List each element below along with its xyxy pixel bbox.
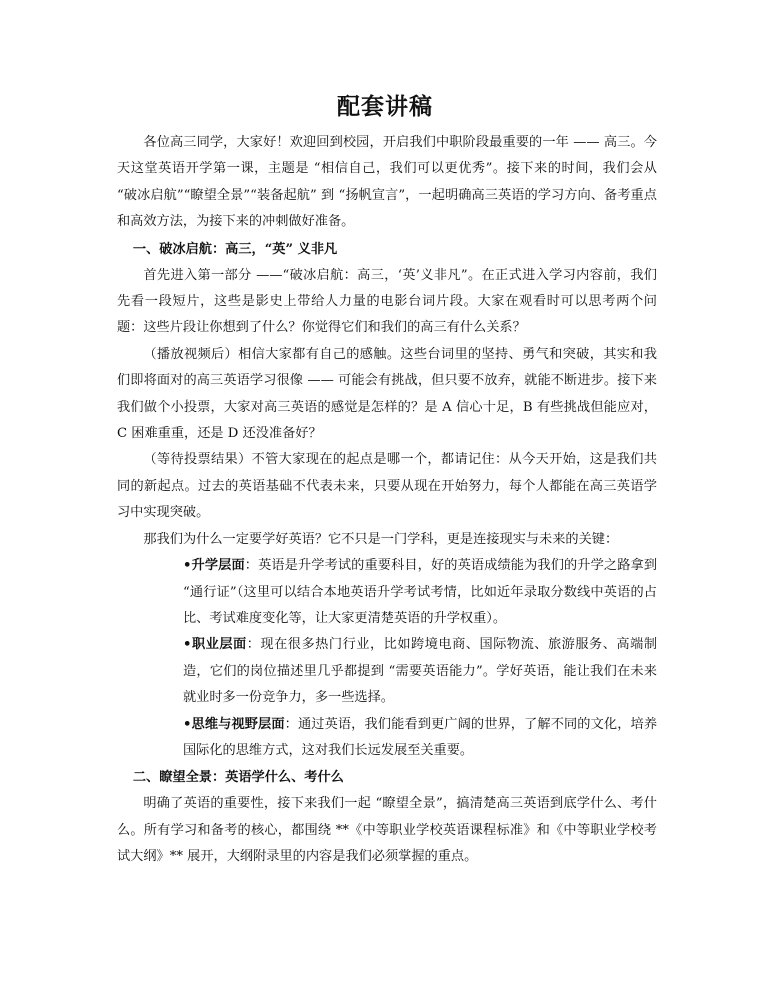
section-1-paragraph-1: 首先进入第一部分 ——“破冰启航：高三，‘英’义非凡”。在正式进入学习内容前，我们先看一段短片，这些是影史上带给人力量的电影台词片段。大家在观看时可以思考两个问题：这些片段让你想到了什么？你觉得它们和我们的高三有什么关系？ — [117, 267, 657, 336]
intro-paragraph: 各位高三同学，大家好！欢迎回到校园，开启我们中职阶段最重要的一年 —— 高三。今天这堂英语开学第一课，主题是 “相信自己，我们可以更优秀”。接下来的时间，我们会从 “破冰启航”“瞭望全景”“装备起航” 到 “扬帆宣言”，一起明确高三英语的学习方向、备考重点和高效方法，为接下来的冲刺做好准备。 — [117, 135, 657, 230]
bullet-dot-icon: • — [183, 716, 192, 732]
bullet-item-academic — [117, 553, 657, 632]
bullet-text: ：现在很多热门行业，比如跨境电商、国际物流、旅游服务、高端制造，它们的岗位描述里几乎都提到 “需要英语能力”。学好英语，能让我们在未来就业时多一份竞争力，多一些选择。 — [183, 637, 658, 706]
bullet-text: ：英语是升学考试的重要科目，好的英语成绩能为我们的升学之路拿到 “通行证”（这里可以结合本地英语升学考试考情，比如近年录取分数线中英语的占比、考试难度变化等，让大家更清楚英语的升学权重）。 — [183, 558, 658, 626]
section-2-paragraph-1: 明确了英语的重要性，接下来我们一起 “瞭望全景”，搞清楚高三英语到底学什么、考什么。所有学习和备考的核心，都围绕 **《中等职业学校英语课程标准》和《中等职业学校考试大纲》** 展开，大纲附录里的内容是我们必须掌握的重点。 — [117, 796, 657, 865]
document-body — [117, 130, 657, 871]
section-1-paragraph-4: 那我们为什么一定要学好英语？它不只是一门学科，更是连接现实与未来的关键： — [143, 531, 619, 547]
bullet-label: 职业层面 — [191, 637, 247, 653]
bullet-label: 升学层面 — [191, 558, 245, 574]
bullet-item-vision — [117, 712, 657, 765]
bullet-text: ：通过英语，我们能看到更广阔的世界，了解不同的文化，培养国际化的思维方式，这对我们长远发展至关重要。 — [183, 716, 658, 758]
bullet-item-career — [117, 632, 657, 711]
section-1-paragraph-3: （等待投票结果）不管大家现在的起点是哪一个，都请记住：从今天开始，这是我们共同的新起点。过去的英语基础不代表未来，只要从现在开始努力，每个人都能在高三英语学习中实现突破。 — [117, 452, 657, 521]
bullet-label: 思维与视野层面 — [191, 716, 285, 732]
page-title: 配套讲稿 — [337, 93, 433, 120]
bullet-dot-icon: • — [183, 637, 192, 653]
section-1-paragraph-2: （播放视频后）相信大家都有自己的感触。这些台词里的坚持、勇气和突破，其实和我们即将面对的高三英语学习很像 —— 可能会有挑战，但只要不放弃，就能不断进步。接下来我们做个小投票，大家对高三英语的感觉是怎样的？是 A 信心十足，B 有些挑战但能应对，C 困难重重，还是 D 还没准备好？ — [117, 346, 657, 442]
section-2-heading: 二、瞭望全景：英语学什么、考什么 — [132, 770, 344, 786]
section-1-heading: 一、破冰启航：高三，“英” 义非凡 — [132, 241, 338, 257]
bullet-dot-icon: • — [183, 558, 192, 574]
